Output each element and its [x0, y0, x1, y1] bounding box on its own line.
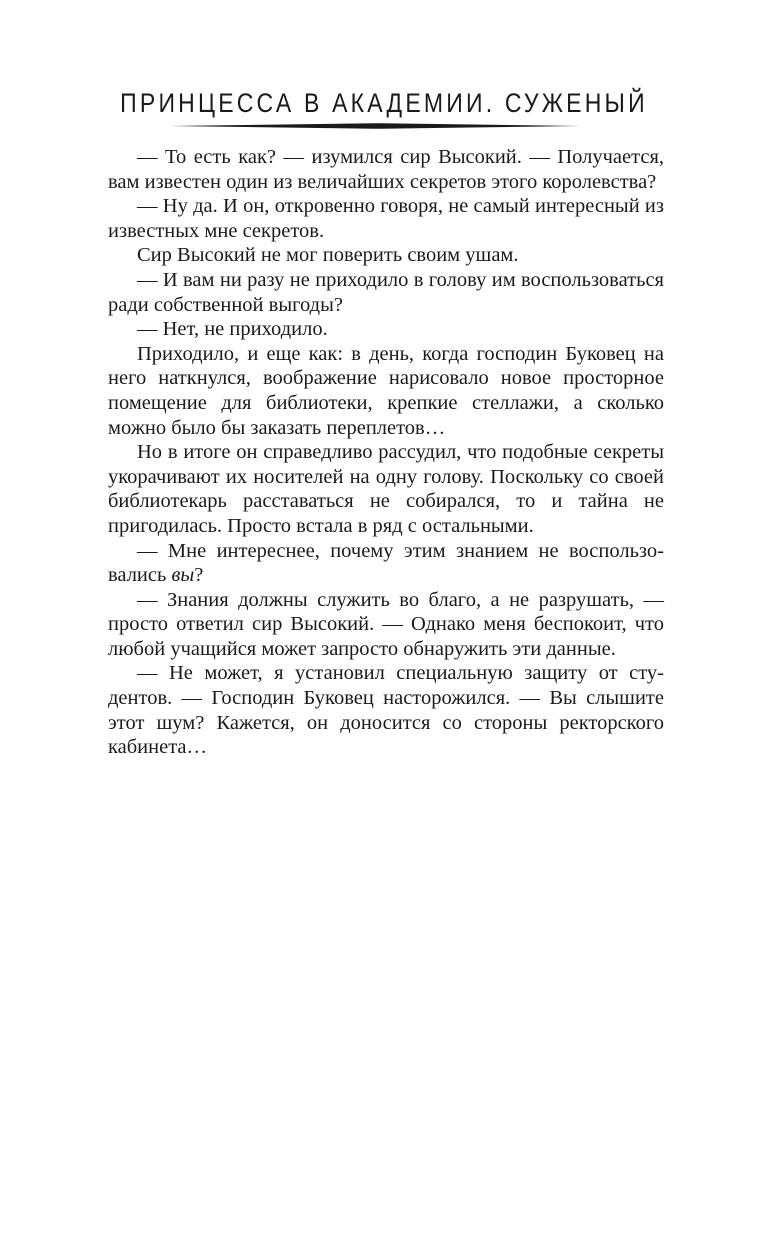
paragraph: Приходило, и еще как: в день, когда господин Буковец на него наткнулся, воображение нарисовало новое просторное помещение для библиотеки, крепкие стеллажи, а сколько можно было бы заказать переплетов…: [108, 342, 664, 439]
paragraph-text: — Мне интереснее, почему этим знанием не воспользовались: [108, 539, 664, 587]
paragraph: — И вам ни разу не приходило в голову им воспользоваться ради собственной выгоды?: [108, 268, 664, 316]
header-rule-ornament: [170, 122, 580, 130]
paragraph: — То есть как? — изумился сир Высокий. — Получается, вам известен один из величайших секретов этого королевства?: [108, 146, 664, 193]
paragraph: — Ну да. И он, откровенно говоря, не самый интересный из известных мне секретов.: [108, 195, 664, 242]
paragraph: — Нет, не приходило.: [137, 318, 328, 341]
emphasis-text: вы: [171, 564, 195, 587]
paragraph: — Знания должны служить во благо, а не разрушать, — просто ответил сир Высокий. — Однако меня беспокоит, что любой учащийся может запросто обнаружить эти данные.: [108, 588, 664, 660]
paragraph: Но в итоге он справедливо рассудил, что подобные секреты укорачивают их носителей на одну голову. Поскольку со своей библиотекарь расставаться не собирался, то и тайна не пригодилась. Просто встала в ряд с остальными.: [108, 441, 664, 537]
text-body: [108, 145, 664, 760]
paragraph: [108, 539, 664, 588]
running-header: [0, 87, 768, 119]
paragraph: — Не может, я установил специальную защиту от студентов. — Господин Буковец насторожился. — Вы слышите этот шум? Кажется, он доносится со стороны ректорского кабинета…: [108, 662, 664, 759]
paragraph: Сир Высокий не мог поверить своим ушам.: [137, 244, 519, 267]
book-title: ПРИНЦЕССА В АКАДЕМИИ. СУЖЕНЫЙ: [120, 87, 648, 118]
paragraph-text: ?: [194, 564, 204, 587]
